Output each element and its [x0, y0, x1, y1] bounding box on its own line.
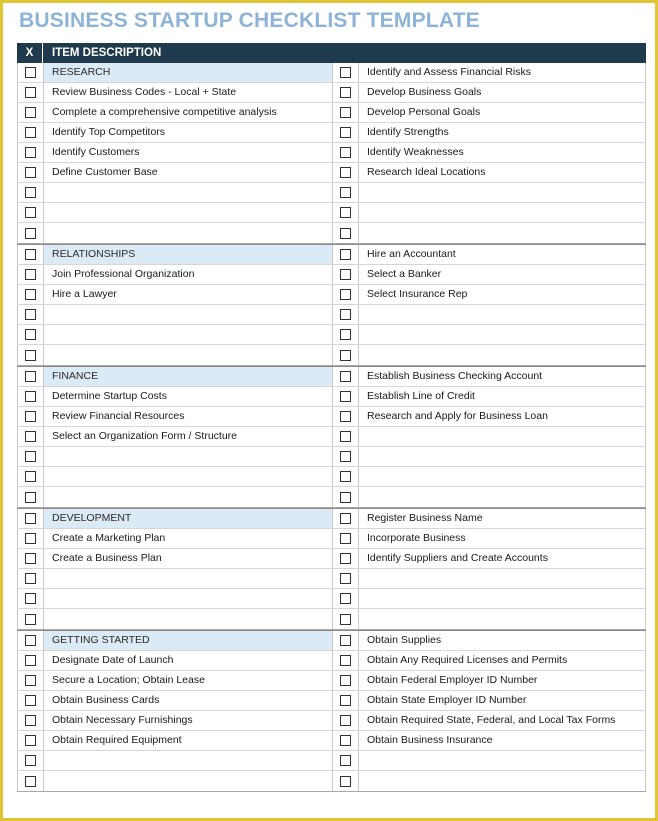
item-description: Identify and Assess Financial Risks [359, 63, 646, 82]
checkbox[interactable] [25, 614, 36, 625]
checkbox[interactable] [25, 207, 36, 218]
checkbox[interactable] [340, 329, 351, 340]
item-description [44, 751, 332, 770]
checkbox-cell [332, 265, 359, 284]
checkbox-cell [17, 731, 44, 750]
checkbox-cell [332, 223, 359, 243]
checkbox-cell [332, 427, 359, 446]
checkbox-cell [17, 83, 44, 102]
checkbox[interactable] [25, 269, 36, 280]
item-description: Obtain Business Insurance [359, 731, 646, 750]
item-description: Obtain Required Equipment [52, 734, 182, 746]
checkbox[interactable] [340, 228, 351, 239]
checkbox[interactable] [25, 167, 36, 178]
item-description: Obtain Supplies [359, 631, 646, 650]
checkbox[interactable] [25, 289, 36, 300]
checkbox[interactable] [25, 553, 36, 564]
checkbox-cell [17, 651, 44, 670]
checkbox-cell [17, 771, 44, 791]
checkbox[interactable] [25, 107, 36, 118]
checkbox-cell [17, 163, 44, 182]
checkbox-cell [332, 163, 359, 182]
checkbox-cell [17, 203, 44, 222]
table-row [17, 569, 646, 589]
item-description: Identify Strengths [359, 123, 646, 142]
checkbox[interactable] [25, 87, 36, 98]
table-row [17, 223, 646, 243]
item-description: Define Customer Base [52, 166, 158, 178]
table-row [17, 529, 646, 549]
checkbox[interactable] [25, 350, 36, 361]
checkbox-cell [17, 265, 44, 284]
checkbox-cell [332, 407, 359, 426]
checkbox[interactable] [25, 735, 36, 746]
page-title: BUSINESS STARTUP CHECKLIST TEMPLATE [19, 9, 480, 32]
table-row [17, 609, 646, 629]
table-row [17, 183, 646, 203]
checkbox[interactable] [340, 391, 351, 402]
item-description: Review Financial Resources [52, 410, 185, 422]
checkbox[interactable] [340, 451, 351, 462]
item-description: Research Ideal Locations [359, 163, 646, 182]
checkbox-cell [332, 529, 359, 548]
checkbox[interactable] [25, 635, 36, 646]
item-description: Obtain Necessary Furnishings [52, 714, 193, 726]
checkbox[interactable] [340, 371, 351, 382]
checkbox-cell [332, 467, 359, 486]
checkbox-cell [17, 549, 44, 568]
checkbox-cell [332, 345, 359, 365]
item-description [359, 223, 646, 243]
table-row [17, 487, 646, 507]
checkbox[interactable] [340, 289, 351, 300]
checkbox-cell [17, 367, 44, 386]
item-description [359, 305, 646, 324]
table-row [17, 407, 646, 427]
table-row [17, 325, 646, 345]
item-description: Incorporate Business [359, 529, 646, 548]
checkbox[interactable] [25, 593, 36, 604]
table-row [17, 345, 646, 365]
table-row [17, 265, 646, 285]
checkbox[interactable] [25, 391, 36, 402]
item-description [44, 771, 332, 791]
checkbox-cell [332, 751, 359, 770]
checkbox[interactable] [25, 67, 36, 78]
checkbox-cell [332, 711, 359, 730]
checkbox[interactable] [25, 451, 36, 462]
checkbox-cell [332, 651, 359, 670]
checkbox[interactable] [340, 776, 351, 787]
item-description: Designate Date of Launch [52, 654, 174, 666]
checkbox-cell [332, 103, 359, 122]
checkbox-cell [17, 447, 44, 466]
item-description: Obtain Business Cards [52, 694, 160, 706]
checkbox-cell [17, 691, 44, 710]
item-description [359, 589, 646, 608]
item-description [359, 325, 646, 344]
item-description: Obtain Required State, Federal, and Local Tax Forms [359, 711, 646, 730]
item-description [44, 609, 332, 629]
checkbox-cell [17, 123, 44, 142]
checkbox[interactable] [340, 147, 351, 158]
item-description: Complete a comprehensive competitive analysis [52, 106, 277, 118]
table-row [17, 285, 646, 305]
checkbox-cell [17, 103, 44, 122]
table-row [17, 143, 646, 163]
table-header [17, 43, 646, 63]
checkbox-cell [17, 387, 44, 406]
item-description: Identify Suppliers and Create Accounts [359, 549, 646, 568]
checkbox-cell [332, 589, 359, 608]
checkbox-cell [332, 549, 359, 568]
table-row [17, 203, 646, 223]
checkbox-cell [17, 143, 44, 162]
item-description [44, 203, 332, 222]
checkbox-cell [332, 83, 359, 102]
checkbox[interactable] [340, 87, 351, 98]
item-description: Select a Banker [359, 265, 646, 284]
item-description: Identify Top Competitors [52, 126, 166, 138]
table-row [17, 711, 646, 731]
checkbox[interactable] [340, 127, 351, 138]
checkbox-cell [332, 367, 359, 386]
item-description: Establish Line of Credit [359, 387, 646, 406]
checklist-sections [17, 63, 646, 792]
table-row [17, 751, 646, 771]
checkbox-cell [332, 631, 359, 650]
item-description: Review Business Codes - Local + State [52, 86, 237, 98]
category-label: RESEARCH [44, 63, 332, 82]
item-description [44, 467, 332, 486]
category-label: FINANCE [44, 367, 332, 386]
checkbox[interactable] [340, 167, 351, 178]
item-description [359, 427, 646, 446]
checkbox-cell [17, 569, 44, 588]
checkbox-cell [17, 589, 44, 608]
checklist-section [17, 508, 646, 630]
checkbox-cell [332, 285, 359, 304]
item-description [359, 447, 646, 466]
item-description [359, 183, 646, 202]
checklist-section [17, 366, 646, 508]
checkbox[interactable] [340, 675, 351, 686]
checkbox[interactable] [340, 471, 351, 482]
item-description: Identify Customers [52, 146, 140, 158]
table-row [17, 651, 646, 671]
table-row [17, 447, 646, 467]
table-row [17, 671, 646, 691]
category-label: RELATIONSHIPS [44, 245, 332, 264]
checkbox[interactable] [25, 309, 36, 320]
checkbox[interactable] [25, 492, 36, 503]
checkbox-cell [17, 529, 44, 548]
checkbox-cell [17, 407, 44, 426]
checkbox[interactable] [340, 269, 351, 280]
checkbox-cell [17, 305, 44, 324]
table-row [17, 731, 646, 751]
table-row [17, 367, 646, 387]
checklist-section [17, 244, 646, 366]
item-description [44, 447, 332, 466]
checkbox[interactable] [25, 715, 36, 726]
checkbox-cell [332, 245, 359, 264]
checklist-table [17, 43, 646, 792]
checkbox[interactable] [340, 107, 351, 118]
checkbox-cell [17, 325, 44, 344]
checkbox[interactable] [25, 655, 36, 666]
table-row [17, 83, 646, 103]
checkbox-cell [17, 63, 44, 82]
checkbox-cell [332, 183, 359, 202]
checkbox-cell [17, 467, 44, 486]
checkbox-cell [17, 509, 44, 528]
table-row [17, 123, 646, 143]
checkbox-cell [17, 285, 44, 304]
checkbox-cell [17, 427, 44, 446]
item-description: Identify Weaknesses [359, 143, 646, 162]
checkbox-cell [332, 447, 359, 466]
checkbox[interactable] [340, 207, 351, 218]
checkbox[interactable] [25, 249, 36, 260]
checkbox[interactable] [25, 471, 36, 482]
item-description: Secure a Location; Obtain Lease [52, 674, 205, 686]
checkbox-cell [17, 345, 44, 365]
table-row [17, 467, 646, 487]
checklist-section [17, 63, 646, 244]
table-row [17, 509, 646, 529]
table-row [17, 549, 646, 569]
checkbox[interactable] [25, 776, 36, 787]
item-description [359, 345, 646, 365]
item-description [359, 467, 646, 486]
checkbox[interactable] [25, 695, 36, 706]
item-description [44, 487, 332, 507]
checkbox-cell [332, 203, 359, 222]
header-item-description: ITEM DESCRIPTION [52, 47, 162, 59]
item-description: Develop Personal Goals [359, 103, 646, 122]
checkbox[interactable] [340, 513, 351, 524]
checkbox-cell [332, 609, 359, 629]
table-row [17, 691, 646, 711]
checkbox[interactable] [340, 593, 351, 604]
checkbox[interactable] [340, 553, 351, 564]
table-row [17, 63, 646, 83]
table-row [17, 771, 646, 791]
category-label: DEVELOPMENT [44, 509, 332, 528]
item-description: Establish Business Checking Account [359, 367, 646, 386]
checkbox-cell [17, 487, 44, 507]
checkbox[interactable] [340, 655, 351, 666]
checkbox-cell [332, 569, 359, 588]
item-description [359, 203, 646, 222]
checkbox-cell [17, 223, 44, 243]
checkbox[interactable] [25, 329, 36, 340]
table-row [17, 305, 646, 325]
checkbox[interactable] [340, 431, 351, 442]
checkbox-cell [17, 609, 44, 629]
item-description: Obtain Any Required Licenses and Permits [359, 651, 646, 670]
item-description [44, 569, 332, 588]
item-description [359, 569, 646, 588]
checkbox-cell [17, 245, 44, 264]
checklist-section [17, 630, 646, 792]
checkbox[interactable] [25, 533, 36, 544]
item-description [44, 325, 332, 344]
checkbox-cell [17, 711, 44, 730]
checkbox-cell [332, 771, 359, 791]
item-description [44, 305, 332, 324]
checkbox[interactable] [340, 309, 351, 320]
checkbox-cell [17, 631, 44, 650]
item-description: Develop Business Goals [359, 83, 646, 102]
item-description: Create a Marketing Plan [52, 532, 166, 544]
item-description: Select Insurance Rep [359, 285, 646, 304]
checkbox-cell [332, 731, 359, 750]
item-description [44, 589, 332, 608]
checkbox-cell [332, 143, 359, 162]
checkbox-cell [332, 509, 359, 528]
item-description: Obtain Federal Employer ID Number [359, 671, 646, 690]
category-label: GETTING STARTED [44, 631, 332, 650]
item-description [359, 609, 646, 629]
item-description [44, 223, 332, 243]
checkbox[interactable] [25, 573, 36, 584]
checkbox[interactable] [25, 371, 36, 382]
item-description: Hire a Lawyer [52, 288, 117, 300]
item-description [359, 487, 646, 507]
table-row [17, 103, 646, 123]
checkbox[interactable] [25, 147, 36, 158]
checkbox[interactable] [25, 675, 36, 686]
checkbox[interactable] [340, 350, 351, 361]
checkbox-cell [17, 671, 44, 690]
checkbox[interactable] [340, 755, 351, 766]
table-row [17, 387, 646, 407]
checkbox-cell [17, 751, 44, 770]
item-description: Research and Apply for Business Loan [359, 407, 646, 426]
table-row [17, 163, 646, 183]
item-description: Join Professional Organization [52, 268, 195, 280]
checkbox-cell [332, 325, 359, 344]
checkbox[interactable] [25, 411, 36, 422]
table-row [17, 245, 646, 265]
item-description: Hire an Accountant [359, 245, 646, 264]
item-description: Determine Startup Costs [52, 390, 167, 402]
checkbox-cell [17, 183, 44, 202]
item-description [44, 345, 332, 365]
checkbox[interactable] [340, 635, 351, 646]
checkbox[interactable] [340, 735, 351, 746]
checkbox[interactable] [25, 513, 36, 524]
checkbox[interactable] [25, 228, 36, 239]
checkbox[interactable] [340, 249, 351, 260]
item-description: Create a Business Plan [52, 552, 162, 564]
item-description: Obtain State Employer ID Number [359, 691, 646, 710]
checkbox[interactable] [340, 67, 351, 78]
checkbox[interactable] [340, 533, 351, 544]
item-description [359, 771, 646, 791]
checkbox[interactable] [25, 431, 36, 442]
header-x: X [17, 43, 43, 63]
table-row [17, 589, 646, 609]
checkbox-cell [332, 63, 359, 82]
checkbox[interactable] [340, 573, 351, 584]
checkbox-cell [332, 305, 359, 324]
table-row [17, 427, 646, 447]
table-row [17, 631, 646, 651]
item-description: Register Business Name [359, 509, 646, 528]
item-description [359, 751, 646, 770]
checkbox[interactable] [340, 715, 351, 726]
checkbox[interactable] [340, 492, 351, 503]
checkbox[interactable] [25, 755, 36, 766]
checkbox[interactable] [340, 187, 351, 198]
checkbox-cell [332, 387, 359, 406]
checkbox-cell [332, 123, 359, 142]
checkbox-cell [332, 691, 359, 710]
checkbox[interactable] [340, 695, 351, 706]
checkbox[interactable] [25, 187, 36, 198]
checkbox[interactable] [340, 614, 351, 625]
checkbox-cell [332, 671, 359, 690]
checkbox-cell [332, 487, 359, 507]
checkbox[interactable] [340, 411, 351, 422]
item-description [44, 183, 332, 202]
checkbox[interactable] [25, 127, 36, 138]
item-description: Select an Organization Form / Structure [52, 430, 237, 442]
